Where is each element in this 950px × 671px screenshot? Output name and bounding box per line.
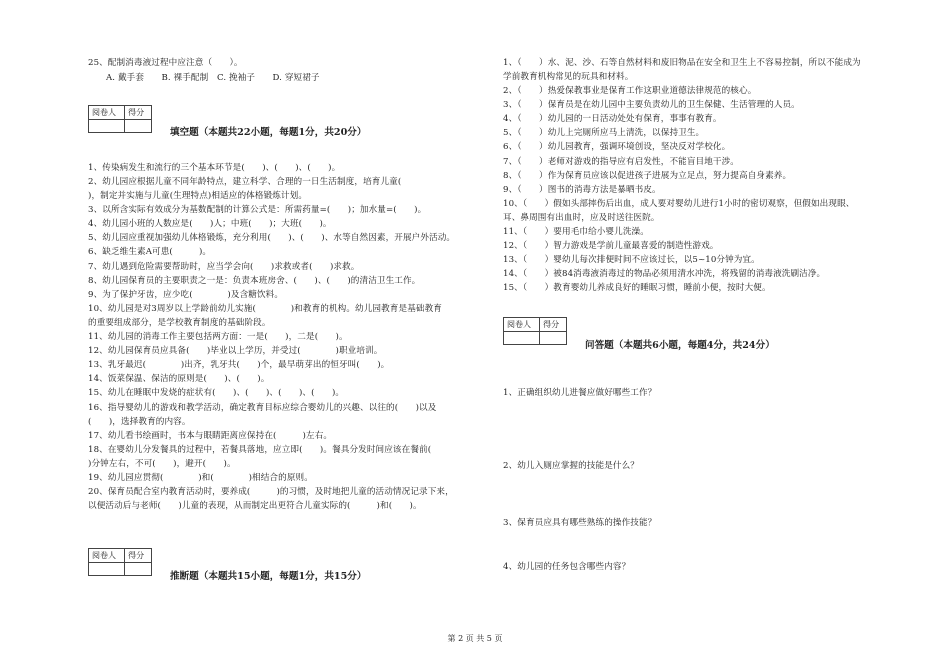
grader-label: 阅卷人 — [504, 318, 540, 332]
judge-line: 耳、鼻周围有出血时，应及时送往医院。 — [503, 213, 660, 223]
question-25-options: A. 戴手套 B. 裸手配制 C. 挽袖子 D. 穿短裙子 — [106, 73, 320, 83]
fill-line: ( )，选择教育的内容。 — [88, 417, 191, 427]
fill-line: 5、幼儿园应重视加强幼儿体格锻炼，充分利用( )、( )、水等自然因素，开展户外活动。 — [88, 233, 456, 243]
qa-section-title: 问答题（本题共6小题，每题4分，共24分） — [585, 340, 775, 351]
judge-line: 3、（ ）保育员是在幼儿园中主要负责幼儿的卫生保健、生活管理的人员。 — [503, 100, 800, 110]
fill-line: 7、幼儿遇到危险需要帮助时，应当学会向( )求救或者( )求救。 — [88, 262, 360, 272]
fill-line: 6、缺乏维生素A可患( )。 — [88, 247, 212, 257]
judge-line: 10、（ ）假如头部摔伤后出血，成人要对婴幼儿进行1小时的密切观察，但假如出现眼、 — [503, 199, 855, 209]
judge-line: 11、（ ）要用毛巾给小婴儿洗澡。 — [503, 227, 649, 237]
judge-line: 1、（ ）水、泥、沙、石等自然材料和废旧物品在安全和卫生上不容易控制，所以不能成为 — [503, 58, 861, 68]
score-table-qa — [503, 317, 567, 345]
judge-line: 6、（ ）幼儿园教育，强调环境创设，坚决反对学校化。 — [503, 142, 731, 152]
fill-line: 18、在婴幼儿分发餐具的过程中，若餐具落地，应立即( )。餐具分发时间应该在餐前( — [88, 445, 449, 455]
fill-line: 1、传染病发生和流行的三个基本环节是( )、( )、( )。 — [88, 163, 341, 173]
score-cell — [540, 332, 567, 345]
judge-line: 4、（ ）幼儿园的一日活动处处有保育，事事有教育。 — [503, 114, 722, 124]
fill-line: 9、为了保护牙齿，应少吃( )及含糖饮料。 — [88, 290, 284, 300]
score-label: 得分 — [125, 106, 152, 120]
qa-question: 4、幼儿园的任务包含哪些内容？ — [503, 562, 631, 572]
score-label: 得分 — [125, 549, 152, 563]
judge-line: 9、（ ）图书的消毒方法是暴晒书皮。 — [503, 185, 661, 195]
fill-line: 10、幼儿园是对3周岁以上学龄前幼儿实施( )和教育的机构。幼儿园教育是基础教育 — [88, 304, 442, 314]
fill-line: 14、饭菜保温、保洁的原则是( )、( )。 — [88, 374, 270, 384]
score-cell — [125, 563, 152, 576]
score-label: 得分 — [540, 318, 567, 332]
fill-line: 8、幼儿园保育员的主要职责之一是：负责本班房舍、( )、( )的清洁卫生工作。 — [88, 276, 421, 286]
fill-line: 以便活动后与老师( )儿童的表现，从而制定出更符合儿童实际的( )和( )。 — [88, 501, 422, 511]
fill-section-title: 填空题（本题共22小题，每题1分，共20分） — [170, 127, 367, 138]
grader-cell — [89, 563, 125, 576]
qa-question: 1、正确组织幼儿进餐应做好哪些工作？ — [503, 388, 657, 398]
fill-line: )分钟左右，不可( )，避开( )。 — [88, 459, 236, 469]
judge-line: 14、（ ）被84消毒液消毒过的物品必须用清水冲洗，将残留的消毒液洗刷洁净。 — [503, 269, 826, 279]
grader-cell — [89, 120, 125, 133]
score-table-judge — [88, 548, 152, 576]
judge-line: 5、（ ）幼儿上完厕所应马上清洗，以保持卫生。 — [503, 128, 705, 138]
judge-section-title: 推断题（本题共15小题，每题1分，共15分） — [170, 571, 367, 582]
qa-question: 3、保育员应具有哪些熟练的操作技能？ — [503, 518, 657, 528]
grader-label: 阅卷人 — [89, 549, 125, 563]
grader-cell — [504, 332, 540, 345]
fill-line: 11、幼儿园的消毒工作主要包括两方面：一是( )，二是( )。 — [88, 332, 348, 342]
question-25: 25、配制消毒液过程中应注意（ ）。 — [88, 58, 243, 68]
qa-question: 2、幼儿入厕应掌握的技能是什么？ — [503, 461, 639, 471]
fill-line: 16、指导婴幼儿的游戏和教学活动，确定教育目标应综合婴幼儿的兴趣、以往的( )以及 — [88, 403, 437, 413]
fill-line: 3、以所含实际有效成分为基数配制的计算公式是：所需药量=( )；加水量=( )。 — [88, 205, 427, 215]
page-footer: 第 2 页 共 5 页 — [447, 634, 503, 643]
score-table-fill — [88, 105, 152, 133]
fill-line: 20、保育员配合室内教育活动时，要养成( )的习惯，及时地把儿童的活动情况记录下来， — [88, 487, 454, 497]
fill-line: 19、幼儿园应贯彻( )和( )相结合的原则。 — [88, 473, 313, 483]
judge-line: 学前教育机构常见的玩具和材料。 — [503, 72, 634, 82]
fill-line: 15、幼儿在睡眠中发烧的症状有( )、( )、( )、( )。 — [88, 388, 345, 398]
grader-label: 阅卷人 — [89, 106, 125, 120]
judge-line: 13、（ ）婴幼儿每次排便时间不应该过长，以5~10分钟为宜。 — [503, 255, 760, 265]
judge-line: 8、（ ）作为保育员应该以促进孩子进展为立足点，努力提高自身素养。 — [503, 171, 792, 181]
fill-line: 12、幼儿园保育员应具备( )毕业以上学历，并受过( )职业培训。 — [88, 346, 383, 356]
fill-line: 17、幼儿看书绘画时，书本与眼睛距离应保持在( )左右。 — [88, 431, 333, 441]
judge-line: 12、（ ）智力游戏是学前儿童最喜爱的制造性游戏。 — [503, 241, 719, 251]
judge-line: 2、（ ）热爱保教事业是保育工作这职业道德法律规范的核心。 — [503, 86, 757, 96]
fill-line: 4、幼儿园小班的人数应是( )人；中班( )；大班( )。 — [88, 219, 332, 229]
fill-line: )，制定并实施与儿童(生理特点)相适应的体格锻炼计划。 — [88, 191, 308, 201]
fill-line: 的重要组成部分，是学校教育制度的基础阶段。 — [88, 318, 271, 328]
judge-line: 15、（ ）教育婴幼儿养成良好的睡眠习惯，睡前小便，按时大便。 — [503, 283, 771, 293]
judge-line: 7、（ ）老师对游戏的指导应有启发性，不能盲目地干涉。 — [503, 157, 739, 167]
fill-line: 13、乳牙最迟( )出齐，乳牙共( )个，最早萌芽出的恒牙叫( )。 — [88, 360, 390, 370]
fill-line: 2、幼儿园应根据儿童不同年龄特点，建立科学、合理的一日生活制度，培育儿童( — [88, 177, 419, 187]
score-cell — [125, 120, 152, 133]
